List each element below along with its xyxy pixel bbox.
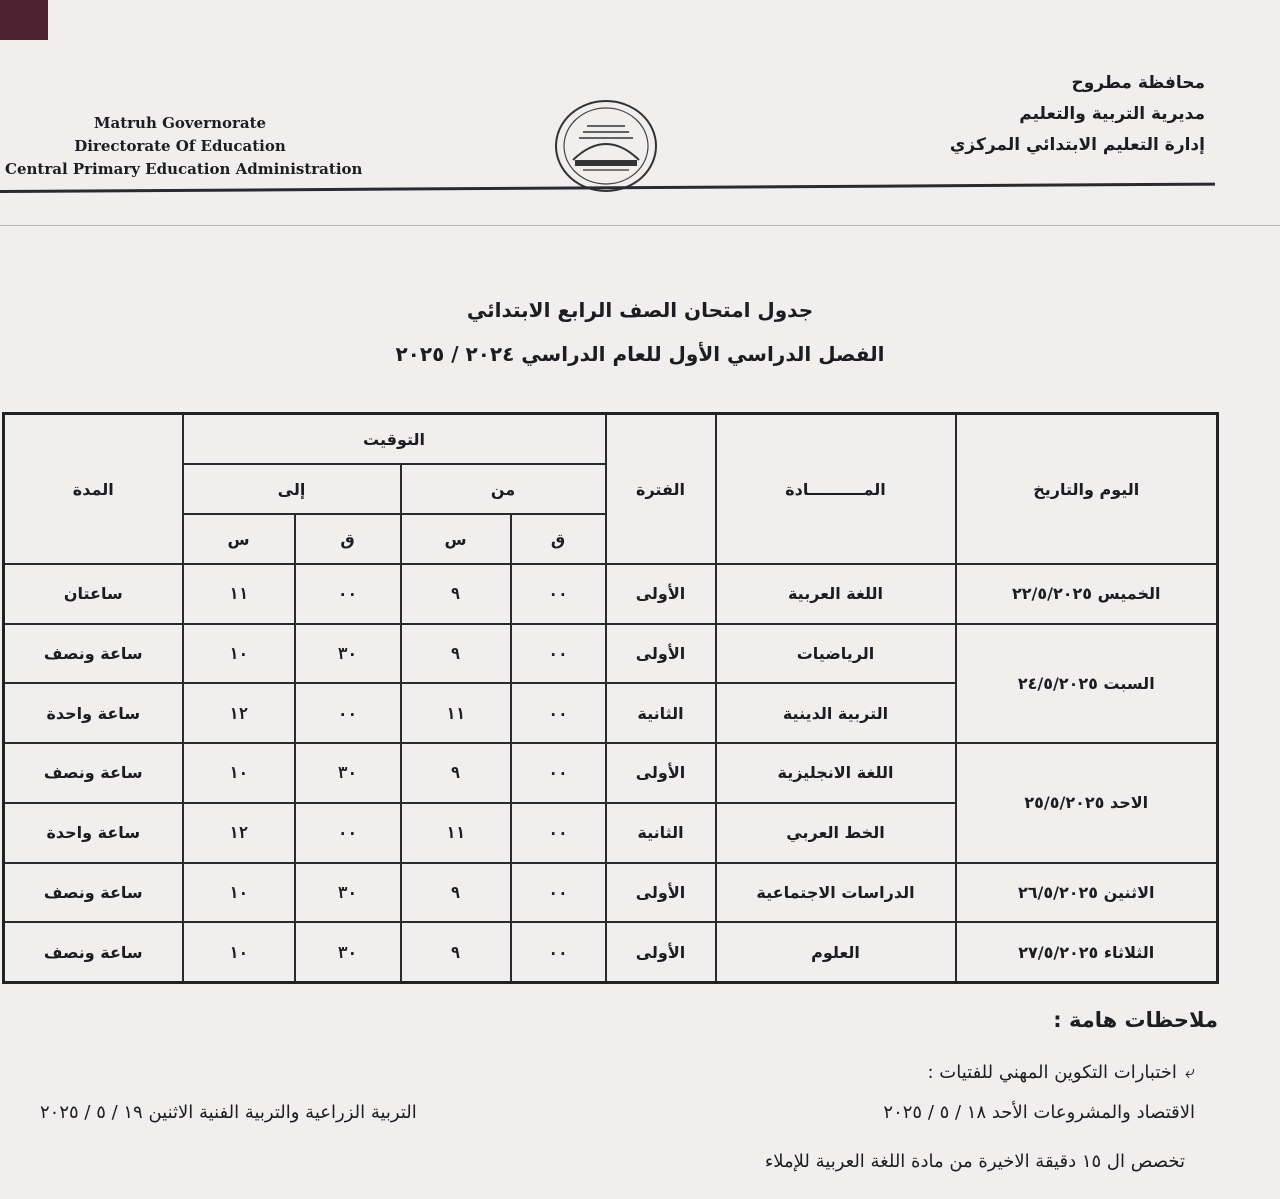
governorate-ar: محافظة مطروح xyxy=(1071,73,1205,93)
cell-duration: ساعة ونصف xyxy=(4,743,183,803)
cell-period: الثانية xyxy=(606,803,716,863)
arabic-letterhead xyxy=(875,68,1205,161)
cell-day: الاحد ٢٥/٥/٢٠٢٥ xyxy=(956,743,1218,862)
note-economics-date: الاقتصاد والمشروعات الأحد ١٨ / ٥ / ٢٠٢٥ xyxy=(883,1102,1195,1123)
cell-period: الثانية xyxy=(606,683,716,743)
cell-period: الأولى xyxy=(606,624,716,684)
header-from-minute: ق xyxy=(511,514,606,564)
cell-to-minute: ٠٠ xyxy=(295,803,401,863)
cell-duration: ساعة ونصف xyxy=(4,922,183,982)
header-from-hour: س xyxy=(401,514,511,564)
cell-duration: ساعة واحدة xyxy=(4,803,183,863)
seal-logo-icon xyxy=(553,98,659,194)
table-row xyxy=(4,564,1218,624)
exam-schedule-table xyxy=(2,412,1219,984)
cell-from-minute: ٠٠ xyxy=(511,922,606,982)
document-titles xyxy=(250,288,1030,376)
header-subject: المــــــــــادة xyxy=(716,414,956,565)
paper-fold-line xyxy=(0,225,1280,226)
header-to-hour: س xyxy=(183,514,295,564)
table-row xyxy=(4,863,1218,923)
cell-from-hour: ١١ xyxy=(401,683,511,743)
cell-day: الثلاثاء ٢٧/٥/٢٠٢٥ xyxy=(956,922,1218,982)
table-row xyxy=(4,743,1218,803)
cell-subject: الرياضيات xyxy=(716,624,956,684)
governorate-en: Matruh Governorate xyxy=(93,114,267,132)
cell-to-hour: ١٠ xyxy=(183,624,295,684)
cell-from-minute: ٠٠ xyxy=(511,863,606,923)
header-day-date: اليوم والتاريخ xyxy=(956,414,1218,565)
administration-ar: إدارة التعليم الابتدائي المركزي xyxy=(949,135,1205,155)
cell-from-minute: ٠٠ xyxy=(511,683,606,743)
cell-to-minute: ٣٠ xyxy=(295,922,401,982)
cell-from-hour: ٩ xyxy=(401,743,511,803)
corner-mark xyxy=(0,0,48,40)
cell-to-hour: ١٢ xyxy=(183,683,295,743)
cell-duration: ساعتان xyxy=(4,564,183,624)
note-vocational-tests-text: اختبارات التكوين المهني للفتيات : xyxy=(927,1062,1177,1083)
cell-from-hour: ٩ xyxy=(401,863,511,923)
table-row xyxy=(4,922,1218,982)
cell-from-minute: ٠٠ xyxy=(511,743,606,803)
cell-to-minute: ٠٠ xyxy=(295,683,401,743)
cell-to-minute: ٠٠ xyxy=(295,564,401,624)
cell-subject: اللغة العربية xyxy=(716,564,956,624)
header-duration: المدة xyxy=(4,414,183,565)
cell-from-hour: ١١ xyxy=(401,803,511,863)
note-vocational-tests xyxy=(928,1062,1196,1083)
header-period: الفترة xyxy=(606,414,716,565)
cell-duration: ساعة ونصف xyxy=(4,624,183,684)
header-timing: التوقيت xyxy=(183,414,606,465)
cell-period: الأولى xyxy=(606,922,716,982)
cell-day: السبت ٢٤/٥/٢٠٢٥ xyxy=(956,624,1218,743)
cell-from-hour: ٩ xyxy=(401,922,511,982)
cell-from-minute: ٠٠ xyxy=(511,564,606,624)
cell-period: الأولى xyxy=(606,863,716,923)
cell-from-minute: ٠٠ xyxy=(511,624,606,684)
cell-subject: اللغة الانجليزية xyxy=(716,743,956,803)
note-dictation: تخصص ال ١٥ دقيقة الاخيرة من مادة اللغة العربية للإملاء xyxy=(764,1151,1185,1172)
notes-title: ملاحظات هامة : xyxy=(1053,1008,1218,1032)
cell-subject: العلوم xyxy=(716,922,956,982)
document-subtitle: الفصل الدراسي الأول للعام الدراسي ٢٠٢٤ / ٢٠٢٥ xyxy=(395,342,885,366)
cell-to-hour: ١١ xyxy=(183,564,295,624)
directorate-en: Directorate Of Education xyxy=(74,137,286,155)
cell-day: الخميس ٢٢/٥/٢٠٢٥ xyxy=(956,564,1218,624)
note-agriculture-date: التربية الزراعية والتربية الفنية الاثنين ١٩ / ٥ / ٢٠٢٥ xyxy=(40,1102,417,1123)
cell-subject: الدراسات الاجتماعية xyxy=(716,863,956,923)
table-row xyxy=(4,624,1218,684)
cell-subject: الخط العربي xyxy=(716,803,956,863)
cell-day: الاثنين ٢٦/٥/٢٠٢٥ xyxy=(956,863,1218,923)
cell-duration: ساعة واحدة xyxy=(4,683,183,743)
header-from: من xyxy=(401,464,606,514)
cell-from-hour: ٩ xyxy=(401,624,511,684)
english-letterhead xyxy=(5,112,363,181)
cell-to-minute: ٣٠ xyxy=(295,624,401,684)
arrow-bullet-icon: ⤶ xyxy=(1184,1062,1195,1083)
cell-to-hour: ١٠ xyxy=(183,863,295,923)
administration-en: Central Primary Education Administration xyxy=(5,160,363,178)
cell-period: الأولى xyxy=(606,743,716,803)
cell-to-minute: ٣٠ xyxy=(295,863,401,923)
cell-to-minute: ٣٠ xyxy=(295,743,401,803)
cell-period: الأولى xyxy=(606,564,716,624)
directorate-ar: مديرية التربية والتعليم xyxy=(1019,104,1205,124)
cell-duration: ساعة ونصف xyxy=(4,863,183,923)
cell-from-minute: ٠٠ xyxy=(511,803,606,863)
cell-to-hour: ١٠ xyxy=(183,922,295,982)
header-to: إلى xyxy=(183,464,401,514)
cell-to-hour: ١٠ xyxy=(183,743,295,803)
cell-to-hour: ١٢ xyxy=(183,803,295,863)
document-title: جدول امتحان الصف الرابع الابتدائي xyxy=(466,298,814,322)
header-to-minute: ق xyxy=(295,514,401,564)
cell-from-hour: ٩ xyxy=(401,564,511,624)
cell-subject: التربية الدينية xyxy=(716,683,956,743)
